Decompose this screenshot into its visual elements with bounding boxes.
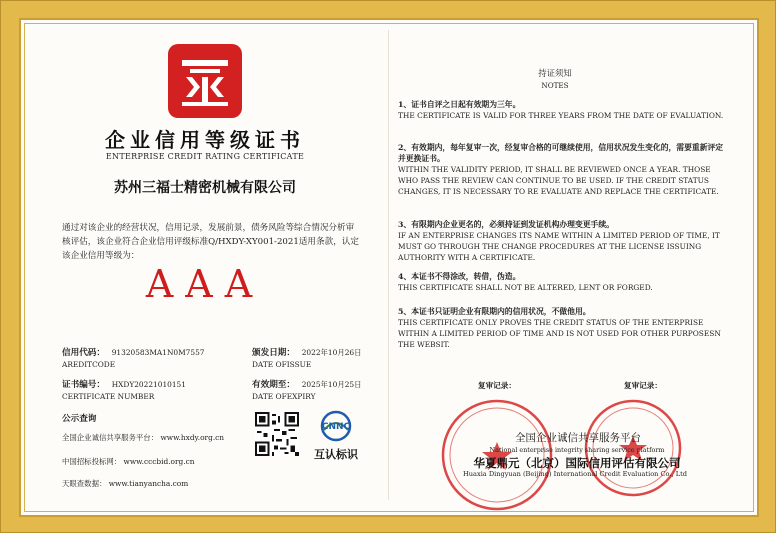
note-item [398, 99, 728, 121]
company-name: 苏州三福士精密机械有限公司 [114, 180, 296, 196]
cnnc-mark [306, 410, 366, 460]
logo-emblem [168, 44, 242, 118]
cnnc-logo-icon [306, 410, 366, 442]
cnnc-text: CNNC [321, 422, 351, 432]
platform-name: 全国企业诚信共享服务平台 [515, 432, 641, 444]
note-cn: 4、本证书不得涂改，转借，伪造。 [398, 272, 521, 281]
query-item-label: 全国企业诚信共享服务平台： [62, 433, 159, 442]
note-en: WITHIN THE VALIDITY PERIOD, IT SHALL BE REVIEWED ONCE A YEAR. THOSE WHO PASS THE REVIEW CAN CONTINUE TO BE USED. IF THE CREDIT STATUS CHANGES, IT IS NECESSARY TO RE EVALUATE AND REPLACE THE CERTIFICATE. [398, 165, 719, 196]
query-item-label: 中国招标投标网： [62, 457, 122, 466]
query-title: 公示查询 [62, 414, 97, 424]
issue-date-value: 2022年10月26日 [301, 348, 362, 357]
note-item [398, 142, 728, 197]
review-record-1: 复审记录： [478, 381, 516, 390]
note-en: THE CERTIFICATE IS VALID FOR THREE YEARS FROM THE DATE OF EVALUATION. [398, 111, 724, 120]
query-item [62, 478, 188, 489]
qr-code [255, 412, 299, 456]
issuer-name: 华夏鼎元（北京）国际信用评估有限公司 [473, 456, 681, 470]
expiry-date-row [252, 378, 362, 390]
cnnc-caption: 互认标识 [314, 448, 358, 461]
query-item-link[interactable]: www.cccbid.org.cn [123, 457, 195, 466]
query-item-link[interactable]: www.hxdy.org.cn [160, 433, 225, 442]
issuer-name-en: Huaxia Dingyuan (Beijing) International Credit Evaluation Co., Ltd [463, 470, 687, 478]
issue-date-en: DATE OFISSUE [252, 360, 312, 369]
certificate-title: 企业信用等级证书 [105, 128, 305, 152]
query-item-label: 天眼查数据： [62, 479, 107, 488]
note-item [398, 219, 728, 263]
note-en: IF AN ENTERPRISE CHANGES ITS NAME WITHIN A LIMITED PERIOD OF TIME, IT MUST GO THROUGH THE CHANGE PROCEDURES AT THE LICENSE ISSUING AUTHORITY WITH A CERTIFICATE. [398, 231, 720, 262]
cert-number-row [62, 378, 186, 390]
note-en: THIS CERTIFICATE ONLY PROVES THE CREDIT STATUS OF THE ENTERPRISE WITHIN A LIMITED PERIOD OF TIME AND IS NOT USED FOR OTHER PURPOSESN THE WEBSIT. [398, 318, 721, 349]
note-cn: 5、本证书只证明企业有限期内的信用状况，不做他用。 [398, 307, 591, 316]
cert-number-value: HXDY20221010151 [111, 380, 186, 389]
notes-title: 持证须知 [538, 68, 572, 78]
notes-title-en: NOTES [541, 81, 569, 90]
note-cn: 3、有限期内企业更名的，必须持证到发证机构办理变更手续。 [398, 220, 614, 229]
note-item [398, 271, 728, 293]
certificate-title-en: ENTERPRISE CREDIT RATING CERTIFICATE [105, 152, 305, 161]
query-item-link[interactable]: www.tianyancha.com [108, 479, 189, 488]
note-cn: 1、证书自评之日起有效期为三年。 [398, 100, 521, 109]
issue-date-row [252, 346, 362, 358]
query-item [62, 432, 224, 443]
platform-name-en: National enterprise integrity sharing service platform [489, 446, 665, 454]
note-en: THIS CERTIFICATE SHALL NOT BE ALTERED, LENT OR FORGED. [398, 283, 653, 292]
note-item [398, 306, 728, 350]
expiry-date-label: 有效期至： [252, 380, 295, 390]
note-cn: 2、有效期内，每年复审一次，经复审合格的可继续使用，信用状况发生变化的，需要重新评定并更换证书。 [398, 143, 724, 163]
credit-code-value: 91320583MA1N0M7557 [111, 348, 205, 357]
issue-date-label: 颁发日期： [252, 348, 295, 358]
credit-code-label: 信用代码： [62, 348, 105, 358]
credit-code-en: AREDITCODE [62, 360, 116, 369]
review-record-2: 复审记录： [624, 381, 662, 390]
query-item [62, 456, 195, 467]
expiry-date-value: 2025年10月25日 [301, 380, 362, 389]
credit-code-row [62, 346, 205, 358]
page-divider [388, 30, 389, 500]
certificate-statement: 通过对该企业的经营状况，信用记录，发展前景，债务风险等综合情况分析审核评估，该企业符合企业信用评级标准Q/HXDY-XY001-2021适用条款，认定该企业信用等级为： [62, 223, 359, 261]
cert-number-en: CERTIFICATE NUMBER [62, 392, 155, 401]
expiry-date-en: DATE OFEXPIRY [252, 392, 316, 401]
credit-grade: AAA [145, 262, 265, 306]
cert-number-label: 证书编号： [62, 380, 105, 390]
